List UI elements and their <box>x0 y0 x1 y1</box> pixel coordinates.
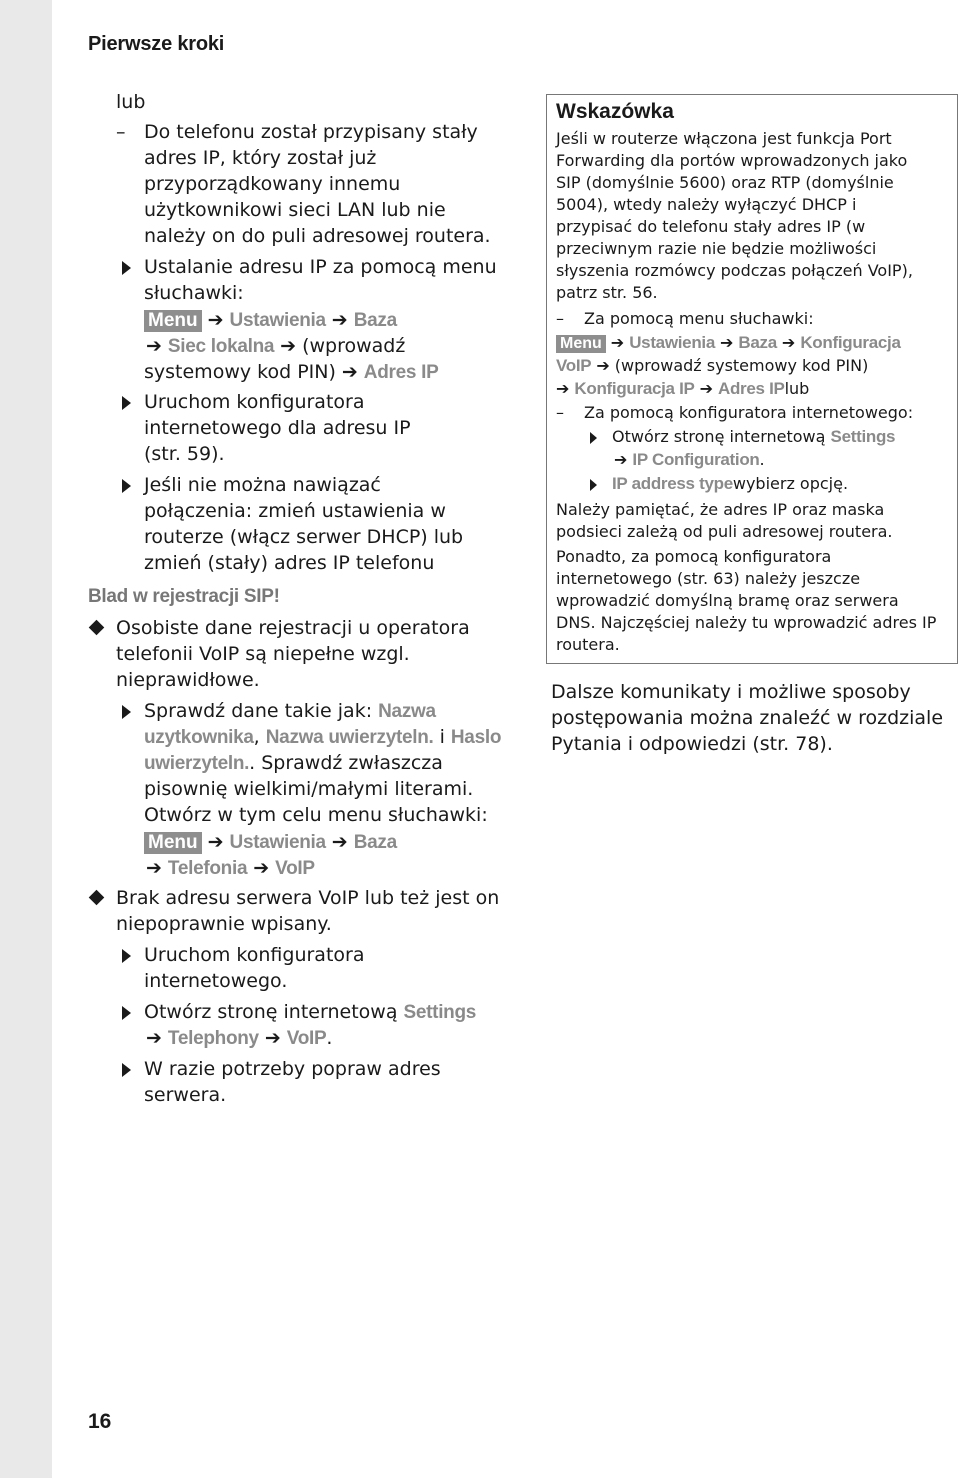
arrow-right-icon: ➔ <box>280 335 297 357</box>
diamond-bullet-icon <box>89 620 105 636</box>
tip-line: przeciwnym razie nie będzie możliwości <box>556 239 877 258</box>
menu-note: systemowy kod PIN) <box>144 361 336 383</box>
step-line: routerze (włącz serwer DHCP) lub <box>144 526 464 548</box>
step-line: (str. 59). <box>144 443 225 465</box>
tip-line: Należy pamiętać, że adres IP oraz maska <box>556 500 885 519</box>
arrow-right-icon: ➔ <box>341 361 358 383</box>
text-run: Sprawdź dane takie jak: <box>144 700 379 722</box>
tip-menu-path <box>556 355 868 377</box>
menu-item: IP address type <box>612 474 733 493</box>
tip-line: SIP (domyślnie 5600) oraz RTP (domyślnie <box>556 173 894 192</box>
menu-item: Telephony <box>167 1028 259 1049</box>
menu-item: Settings <box>830 427 896 446</box>
menu-item: IP Configuration <box>632 450 760 469</box>
step-line <box>144 724 501 751</box>
tip-line: internetowego (str. 63) należy jeszcze <box>556 569 861 588</box>
bullet-line: nieprawidłowe. <box>116 669 260 691</box>
step-arrow-icon <box>590 479 597 491</box>
step-line <box>144 698 436 725</box>
menu-item: Konfiguracja IP <box>574 379 695 398</box>
menu-path <box>146 333 405 360</box>
dash-line: Do telefonu został przypisany stały <box>144 121 478 143</box>
menu-item: Ustawienia <box>629 333 715 352</box>
closing-paragraph-line: Dalsze komunikaty i możliwe sposoby <box>551 681 911 703</box>
step-line: połączenia: zmień ustawienia w <box>144 500 446 522</box>
step-line: Uruchom konfiguratora <box>144 391 365 413</box>
step-line: zmień (stały) adres IP telefonu <box>144 552 435 574</box>
step-line: W razie potrzeby popraw adres <box>144 1058 441 1080</box>
step-arrow-icon <box>122 705 131 719</box>
menu-item: Haslo <box>450 727 502 748</box>
menu-item: Ustawienia <box>229 832 326 853</box>
tip-dash-marker: – <box>556 309 564 328</box>
menu-item: VoIP <box>275 858 315 879</box>
tip-line: wprowadzić domyślną bramę oraz serwera <box>556 591 899 610</box>
step-arrow-icon <box>122 479 131 493</box>
menu-path <box>144 359 438 386</box>
step-line: serwera. <box>144 1084 227 1106</box>
menu-path <box>144 829 397 856</box>
menu-item: Settings <box>403 1002 477 1023</box>
arrow-right-icon: ➔ <box>556 379 570 398</box>
tip-line: Forwarding dla portów wprowadzonych jako <box>556 151 908 170</box>
menu-item: Telefonia <box>167 858 248 879</box>
arrow-right-icon: ➔ <box>610 333 625 352</box>
dash-line: użytkownikowi sieci LAN lub nie <box>144 199 446 221</box>
dash-marker: – <box>116 121 126 143</box>
text-run: Otwórz stronę internetową <box>144 1001 404 1023</box>
bullet-line: telefonii VoIP są niepełne wzgl. <box>116 643 410 665</box>
bullet-line: Osobiste dane rejestracji u operatora <box>116 617 470 639</box>
step-line: internetowego dla adresu IP <box>144 417 411 439</box>
tip-line: Za pomocą konfiguratora internetowego: <box>584 403 914 422</box>
arrow-right-icon: ➔ <box>146 857 162 879</box>
lub-text: lub <box>116 91 146 113</box>
menu-item: Baza <box>353 310 397 331</box>
tip-menu-path <box>614 449 765 471</box>
arrow-right-icon: ➔ <box>207 309 224 331</box>
step-line: słuchawki: <box>144 282 244 304</box>
menu-path <box>146 1025 332 1052</box>
arrow-right-icon: ➔ <box>720 333 734 352</box>
tip-line: 5004), wtedy należy wyłączyć DHCP i <box>556 195 857 214</box>
step-line: Ustalanie adresu IP za pomocą menu <box>144 256 497 278</box>
text-run: i <box>433 726 451 748</box>
page-title: Pierwsze kroki <box>88 33 225 55</box>
tip-line: routera. <box>556 635 620 654</box>
bullet-line: niepoprawnie wpisany. <box>116 913 332 935</box>
step-line <box>144 999 476 1026</box>
tip-line: DNS. Najczęściej należy tu wprowadzić adres IP <box>556 613 937 632</box>
step-line: internetowego. <box>144 970 288 992</box>
arrow-right-icon: ➔ <box>253 857 270 879</box>
tip-line: podsieci zależą od puli adresowej routera. <box>556 522 893 541</box>
arrow-right-icon: ➔ <box>331 309 348 331</box>
arrow-right-icon: ➔ <box>614 450 628 469</box>
step-arrow-icon <box>122 1063 131 1077</box>
dash-line: adres IP, który został już <box>144 147 377 169</box>
menu-note: (wprowadź <box>302 335 406 357</box>
tip-line: Ponadto, za pomocą konfiguratora <box>556 547 832 566</box>
menu-item: uwierzyteln. <box>144 753 250 774</box>
closing-paragraph-line: postępowania można znaleźć w rozdziale <box>551 707 944 729</box>
step-line: pisownię wielkimi/małymi literami. <box>144 778 474 800</box>
menu-item: Adres IP <box>363 362 439 383</box>
text-run: . Sprawdź zwłaszcza <box>249 752 443 774</box>
menu-item: Ustawienia <box>229 310 326 331</box>
menu-item: Adres IP <box>718 379 785 398</box>
tip-line: słyszenia rozmówcy podczas połączeń VoIP), <box>556 261 913 280</box>
text-run: . <box>759 450 765 469</box>
menu-item: Nazwa <box>378 701 436 722</box>
page-margin-band <box>0 0 52 1478</box>
arrow-right-icon: ➔ <box>264 1027 281 1049</box>
tip-dash-marker: – <box>556 403 564 422</box>
step-line <box>144 750 443 777</box>
text-run: lub <box>784 379 810 398</box>
step-line: Uruchom konfiguratora <box>144 944 365 966</box>
arrow-right-icon: ➔ <box>331 831 348 853</box>
menu-item: uzytkownika <box>144 727 254 748</box>
menu-path <box>144 307 397 334</box>
diamond-bullet-icon <box>89 890 105 906</box>
tip-line: Za pomocą menu słuchawki: <box>584 309 814 328</box>
step-arrow-icon <box>122 949 131 963</box>
menu-item: VoIP <box>556 356 592 375</box>
step-arrow-icon <box>122 396 131 410</box>
step-arrow-icon <box>122 261 131 275</box>
tip-line: Jeśli w routerze włączona jest funkcja Port <box>556 129 892 148</box>
menu-item: Konfiguracja <box>800 333 901 352</box>
tip-line <box>612 473 848 495</box>
closing-paragraph-line: Pytania i odpowiedzi (str. 78). <box>551 733 833 755</box>
text-run: Otwórz stronę internetową <box>612 427 831 446</box>
menu-key: Menu <box>144 832 202 854</box>
menu-item: Nazwa uwierzyteln. <box>265 727 434 748</box>
tip-line: patrz str. 56. <box>556 283 658 302</box>
step-line: Jeśli nie można nawiązać <box>144 474 381 496</box>
tip-line <box>612 426 895 448</box>
menu-item: VoIP <box>286 1028 327 1049</box>
tip-menu-path <box>556 332 901 355</box>
tip-line: przypisać do telefonu stały adres IP (w <box>556 217 866 236</box>
page-number: 16 <box>88 1410 112 1433</box>
menu-item: Siec lokalna <box>167 336 275 357</box>
arrow-right-icon: ➔ <box>596 356 610 375</box>
menu-key: Menu <box>144 310 202 332</box>
section-title: Blad w rejestracji SIP! <box>88 586 280 607</box>
text-run: , <box>253 726 266 748</box>
arrow-right-icon: ➔ <box>781 333 796 352</box>
step-line: Otwórz w tym celu menu słuchawki: <box>144 804 488 826</box>
text-run: . <box>326 1027 333 1049</box>
tip-menu-path <box>556 378 809 400</box>
menu-key: Menu <box>556 335 606 353</box>
menu-item: Baza <box>738 333 777 352</box>
step-arrow-icon <box>122 1006 131 1020</box>
menu-note: (wprowadź systemowy kod PIN) <box>614 356 869 375</box>
tip-title: Wskazówka <box>556 100 674 123</box>
arrow-right-icon: ➔ <box>146 335 162 357</box>
arrow-right-icon: ➔ <box>699 379 713 398</box>
menu-item: Baza <box>353 832 397 853</box>
bullet-line: Brak adresu serwera VoIP lub też jest on <box>116 887 500 909</box>
dash-line: należy on do puli adresowej routera. <box>144 225 491 247</box>
arrow-right-icon: ➔ <box>146 1027 162 1049</box>
arrow-right-icon: ➔ <box>207 831 224 853</box>
step-arrow-icon <box>590 432 597 444</box>
menu-path <box>146 855 315 882</box>
dash-line: przyporządkowany innemu <box>144 173 401 195</box>
text-run: wybierz opcję. <box>732 474 849 493</box>
